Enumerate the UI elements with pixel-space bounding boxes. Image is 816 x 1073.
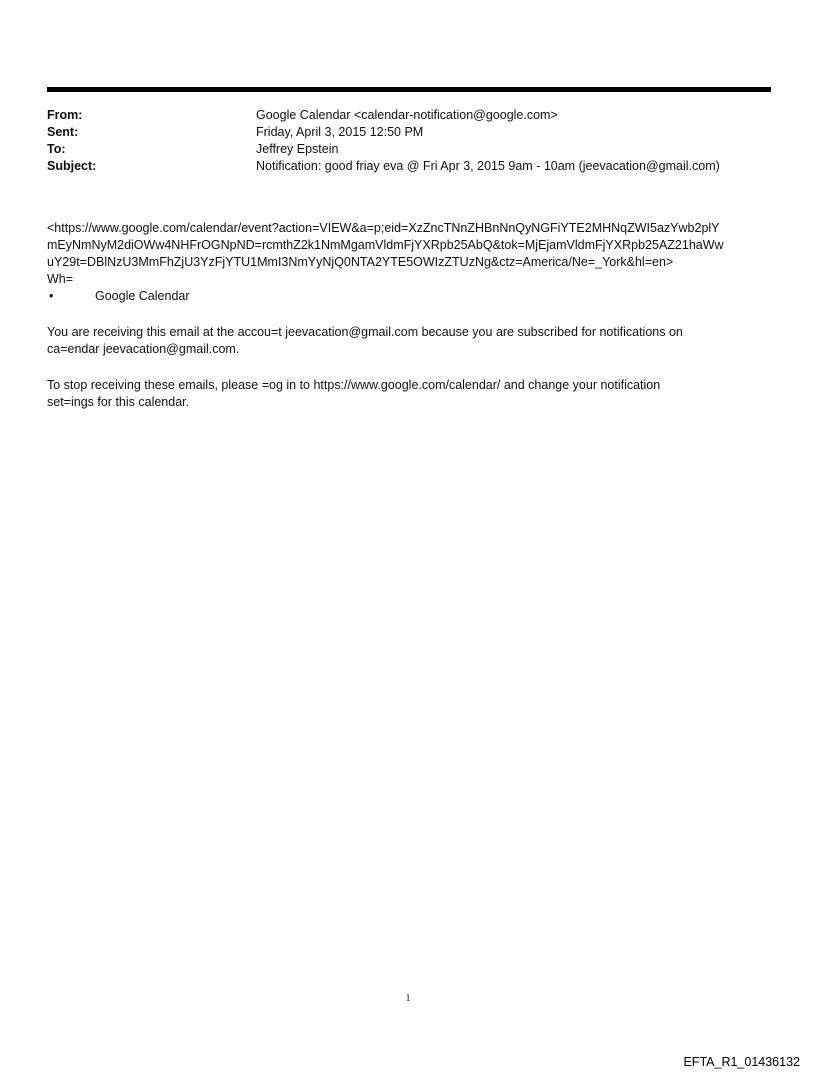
paragraph-line: You are receiving this email at the accou=t jeevacation@gmail.com because you are subscribed for notifications on [47,325,683,339]
to-row [47,141,771,158]
header-divider [47,87,771,92]
to-label: To: [47,142,66,156]
event-url-block [47,220,771,288]
sent-row [47,124,771,141]
paragraph-line: To stop receiving these emails, please =og in to https://www.google.com/calendar/ and change your notification [47,378,661,392]
bullet-item-label: Google Calendar [95,289,190,303]
document-id: EFTA_R1_01436132 [683,1055,800,1069]
subject-label: Subject: [47,159,97,173]
paragraph-line: ca=endar jeevacation@gmail.com. [47,342,240,356]
to-value: Jeffrey Epstein [256,142,339,156]
sent-value: Friday, April 3, 2015 12:50 PM [256,125,424,139]
from-label: From: [47,108,83,122]
email-header [47,107,771,175]
event-url-line[interactable]: mEyNmNyM2diOWw4NHFrOGNpND=rcmthZ2k1NmMgamVldmFjYXRpb25AbQ&tok=MjEjamVldmFjYXRpb25AZ21haWw [47,238,724,252]
from-value: Google Calendar <calendar-notification@google.com> [256,108,558,122]
event-url-line[interactable]: uY29t=DBlNzU3MmFhZjU3YzFjYTU1MmI3NmYyNjQ0NTA2YTE5OWIzZTUzNg&ctz=America/Ne=_York&hl=en> [47,255,674,269]
subject-value: Notification: good friay eva @ Fri Apr 3, 2015 9am - 10am (jeevacation@gmail.com) [256,159,720,173]
unsubscribe-paragraph [47,377,771,411]
sent-label: Sent: [47,125,79,139]
subject-row [47,158,771,175]
bullet-icon: • [49,289,54,303]
from-row [47,107,771,124]
paragraph-line: set=ings for this calendar. [47,395,190,409]
notification-paragraph [47,324,771,358]
event-url-line[interactable]: <https://www.google.com/calendar/event?action=VIEW&a=p;eid=XzZncTNnZHBnNnQyNGFiYTE2MHNqZWI5azYwb2plY [47,221,720,235]
page-number: 1 [405,993,411,1004]
where-label: Wh= [47,272,74,286]
